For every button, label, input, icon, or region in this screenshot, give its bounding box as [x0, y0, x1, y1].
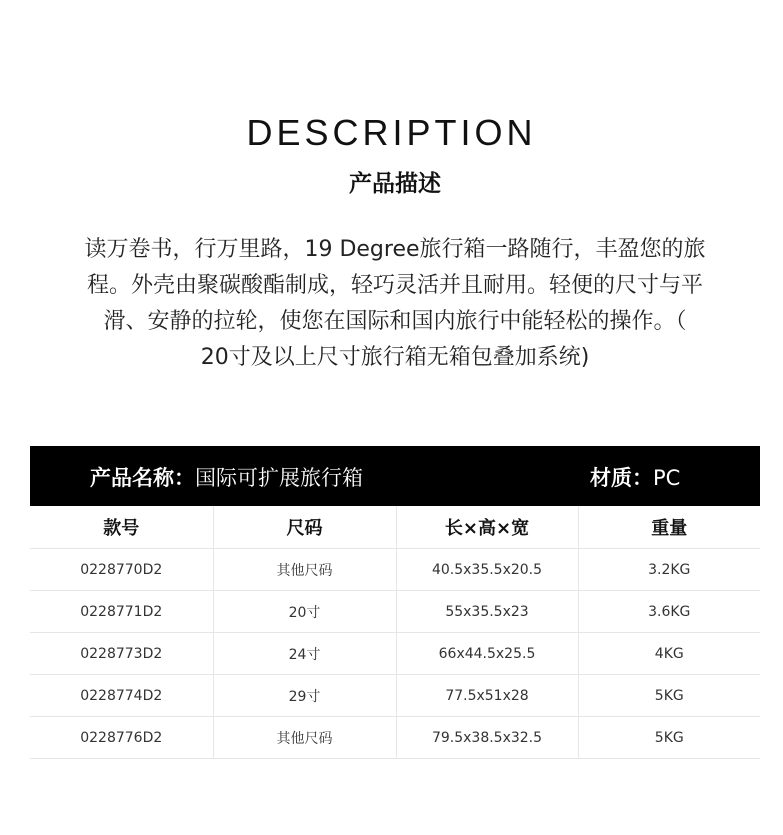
cell-dimensions: 79.5x38.5x32.5: [396, 717, 578, 759]
column-header-model: 款号: [30, 506, 213, 549]
cell-dimensions: 66x44.5x25.5: [396, 633, 578, 675]
cell-size: 其他尺码: [213, 717, 396, 759]
cell-dimensions: 40.5x35.5x20.5: [396, 549, 578, 591]
column-header-weight: 重量: [578, 506, 760, 549]
cell-dimensions: 55x35.5x23: [396, 591, 578, 633]
cell-weight: 3.6KG: [578, 591, 760, 633]
column-header-dimensions: 长×高×宽: [396, 506, 578, 549]
spec-table: [30, 506, 760, 759]
material-label: 材质：: [590, 466, 653, 490]
cell-model: 0228773D2: [30, 633, 213, 675]
table-row: [30, 591, 760, 633]
page-title: DESCRIPTION: [246, 112, 537, 153]
cell-size: 其他尺码: [213, 549, 396, 591]
page-subtitle: 产品描述: [349, 171, 441, 197]
cell-model: 0228774D2: [30, 675, 213, 717]
cell-weight: 3.2KG: [578, 549, 760, 591]
table-header-row: [30, 506, 760, 549]
table-row: [30, 675, 760, 717]
cell-weight: 5KG: [578, 717, 760, 759]
cell-weight: 5KG: [578, 675, 760, 717]
table-row: [30, 549, 760, 591]
description-line: 读万卷书，行万里路，19 Degree旅行箱一路随行，丰盈您的旅: [84, 237, 706, 262]
table-row: [30, 717, 760, 759]
cell-model: 0228776D2: [30, 717, 213, 759]
cell-size: 24寸: [213, 633, 396, 675]
product-info-bar: [30, 446, 760, 506]
cell-model: 0228771D2: [30, 591, 213, 633]
description-text: [48, 232, 742, 376]
cell-dimensions: 77.5x51x28: [396, 675, 578, 717]
description-line: 程。外壳由聚碳酸酯制成，轻巧灵活并且耐用。轻便的尺寸与平: [86, 273, 703, 298]
table-row: [30, 633, 760, 675]
cell-size: 20寸: [213, 591, 396, 633]
cell-weight: 4KG: [578, 633, 760, 675]
product-name-value: 国际可扩展旅行箱: [195, 466, 363, 490]
cell-model: 0228770D2: [30, 549, 213, 591]
material-value: PC: [653, 466, 681, 490]
cell-size: 29寸: [213, 675, 396, 717]
product-name: [90, 462, 363, 492]
column-header-size: 尺码: [213, 506, 396, 549]
description-line: 20寸及以上尺寸旅行箱无箱包叠加系统): [200, 345, 590, 370]
description-line: 滑、安静的拉轮，使您在国际和国内旅行中能轻松的操作。（: [103, 309, 687, 334]
product-material: [590, 462, 680, 492]
product-name-label: 产品名称：: [90, 466, 195, 490]
